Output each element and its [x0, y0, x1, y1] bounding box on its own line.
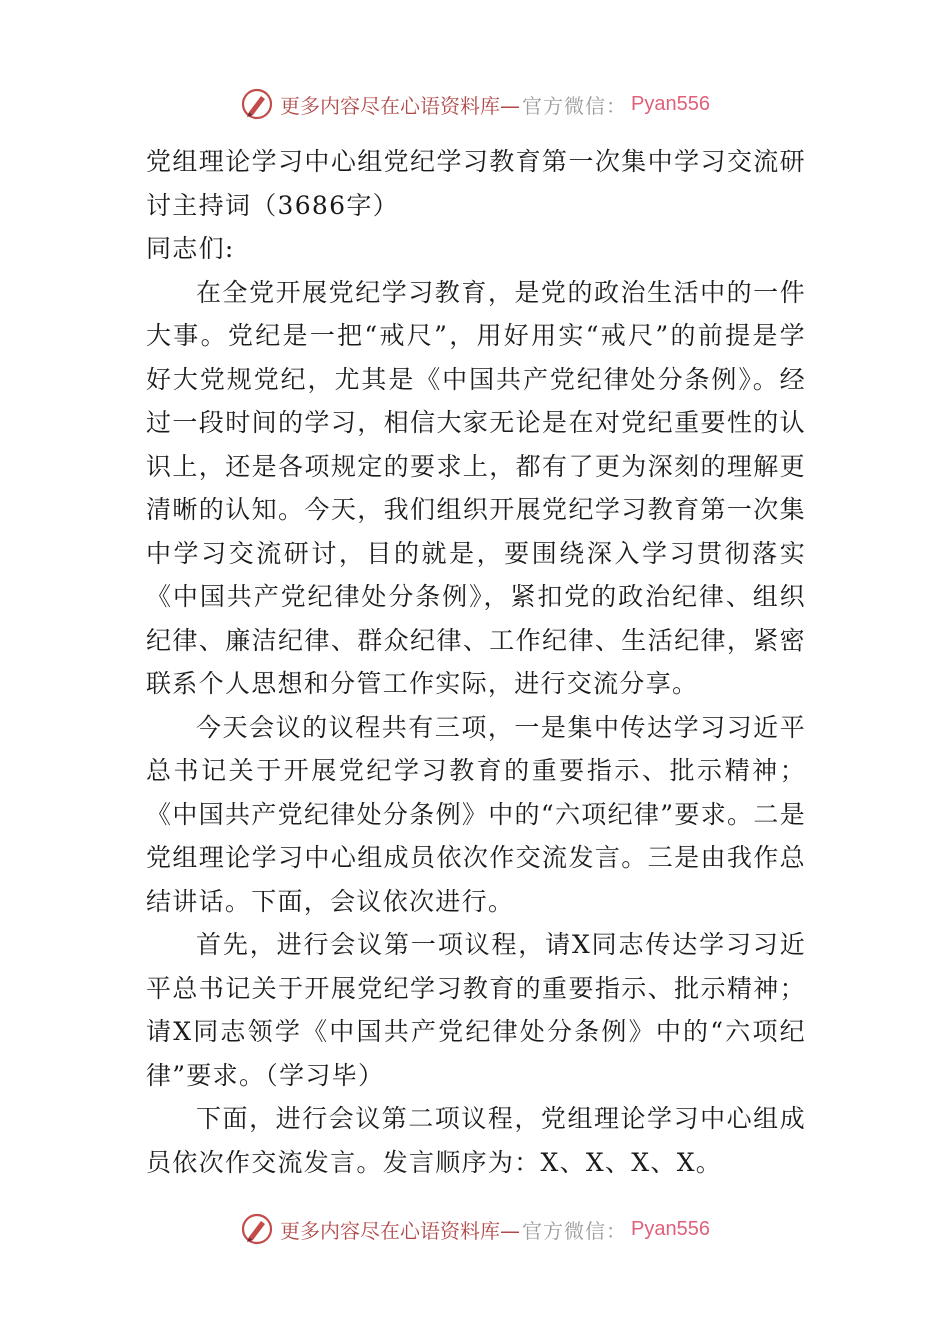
watermark-wechat-id: Pyan556	[631, 92, 710, 115]
paragraph-3: 首先，进行会议第一项议程，请X同志传达学习习近平总书记关于开展党纪学习教育的重要指示、批示精神；请X同志领学《中国共产党纪律处分条例》中的“六项纪律”要求。（学习毕）	[146, 930, 806, 1090]
pen-logo-icon	[240, 87, 274, 121]
salutation: 同志们:	[146, 234, 235, 263]
watermark-text: 更多内容尽在心语资料库—	[280, 1218, 521, 1243]
header-watermark	[0, 84, 950, 124]
paragraph-2: 今天会议的议程共有三项，一是集中传达学习习近平总书记关于开展党纪学习教育的重要指示、批示精神；《中国共产党纪律处分条例》中的“六项纪律”要求。二是党组理论学习中心组成员依次作交流发言。三是由我作总结讲话。下面，会议依次进行。	[146, 712, 806, 916]
footer-watermark	[0, 1209, 950, 1249]
paragraph-1: 在全党开展党纪学习教育，是党的政治生活中的一件大事。党纪是一把“戒尺”，用好用实“戒尺”的前提是学好大党规党纪，尤其是《中国共产党纪律处分条例》。经过一段时间的学习，相信大家无论是在对党纪重要性的认识上，还是各项规定的要求上，都有了更为深刻的理解更清晰的认知。今天，我们组织开展党纪学习教育第一次集中学习交流研讨，目的就是，要围绕深入学习贯彻落实《中国共产党纪律处分条例》，紧扣党的政治纪律、组织纪律、廉洁纪律、群众纪律、工作纪律、生活纪律，紧密联系个人思想和分管工作实际，进行交流分享。	[146, 277, 806, 698]
watermark-wechat-id: Pyan556	[631, 1217, 710, 1240]
watermark-text: 更多内容尽在心语资料库—	[280, 93, 521, 118]
document-body	[146, 140, 806, 1184]
pen-logo-icon	[240, 1212, 274, 1246]
watermark-wechat-label: 官方微信：	[522, 93, 628, 118]
watermark-wechat-label: 官方微信：	[522, 1218, 628, 1243]
document-title: 党组理论学习中心组党纪学习教育第一次集中学习交流研讨主持词（3686字）	[146, 147, 806, 220]
paragraph-4: 下面，进行会议第二项议程，党组理论学习中心组成员依次作交流发言。发言顺序为：X、X、X、X。	[146, 1104, 806, 1177]
